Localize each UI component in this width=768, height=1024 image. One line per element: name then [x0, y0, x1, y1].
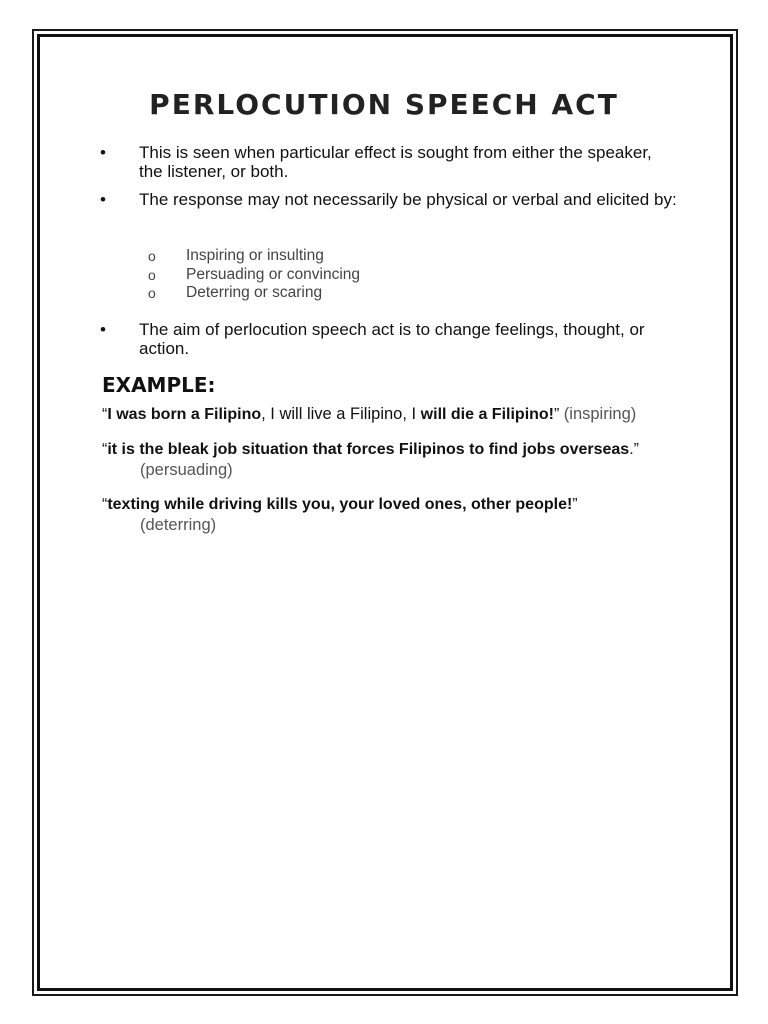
page-title: PERLOCUTION SPEECH ACT [149, 88, 619, 121]
quote-regular-part: , I will live a Filipino, I [261, 405, 421, 423]
quote-bold-part: texting while driving kills you, your loved ones, other people! [107, 496, 573, 513]
bullet-text: This is seen when particular effect is sought from either the speaker, the listener, or both. [139, 143, 652, 181]
example-label: (persuading) [140, 461, 233, 479]
sub-bullet-marker: o [148, 285, 156, 301]
quote-bold-part: will die a Filipino! [420, 406, 555, 423]
quote-bold-part: I was born a Filipino [107, 406, 262, 423]
bullet-list-top [100, 143, 680, 209]
sub-list-item [148, 266, 360, 285]
bullet-text: The aim of perlocution speech act is to change feelings, thought, or action. [139, 320, 645, 358]
open-quote: “ [102, 496, 108, 513]
sub-list-item [148, 284, 360, 303]
sub-item-text: Persuading or convincing [186, 265, 361, 283]
sub-item-text: Deterring or scaring [186, 284, 323, 301]
close-quote: ” [554, 406, 560, 423]
bullet-marker: • [100, 143, 106, 162]
bullet-text: The response may not necessarily be physical or verbal and elicited by: [139, 190, 677, 209]
example-quote [102, 404, 636, 425]
example-quote [102, 495, 578, 535]
example-quote [102, 440, 639, 480]
close-quote: .” [629, 441, 639, 458]
close-quote: ” [572, 496, 578, 513]
bullet-marker: • [100, 190, 106, 209]
example-label: (deterring) [140, 516, 217, 534]
quote-bold-part: it is the bleak job situation that forces Filipinos to find jobs overseas [107, 441, 630, 458]
bullet-item [100, 190, 680, 209]
open-quote: “ [102, 441, 108, 458]
bullet-marker: • [100, 320, 106, 339]
example-heading: EXAMPLE: [102, 373, 216, 397]
bullet-item [100, 320, 680, 358]
bullet-item [100, 143, 680, 181]
example-label: (inspiring) [563, 405, 637, 423]
sub-item-text: Inspiring or insulting [186, 247, 324, 264]
sub-list [148, 247, 360, 303]
bullet-list-bottom [100, 320, 680, 358]
sub-list-item [148, 247, 360, 266]
sub-bullet-marker: o [148, 248, 156, 264]
open-quote: “ [102, 406, 108, 423]
sub-bullet-marker: o [148, 266, 156, 283]
